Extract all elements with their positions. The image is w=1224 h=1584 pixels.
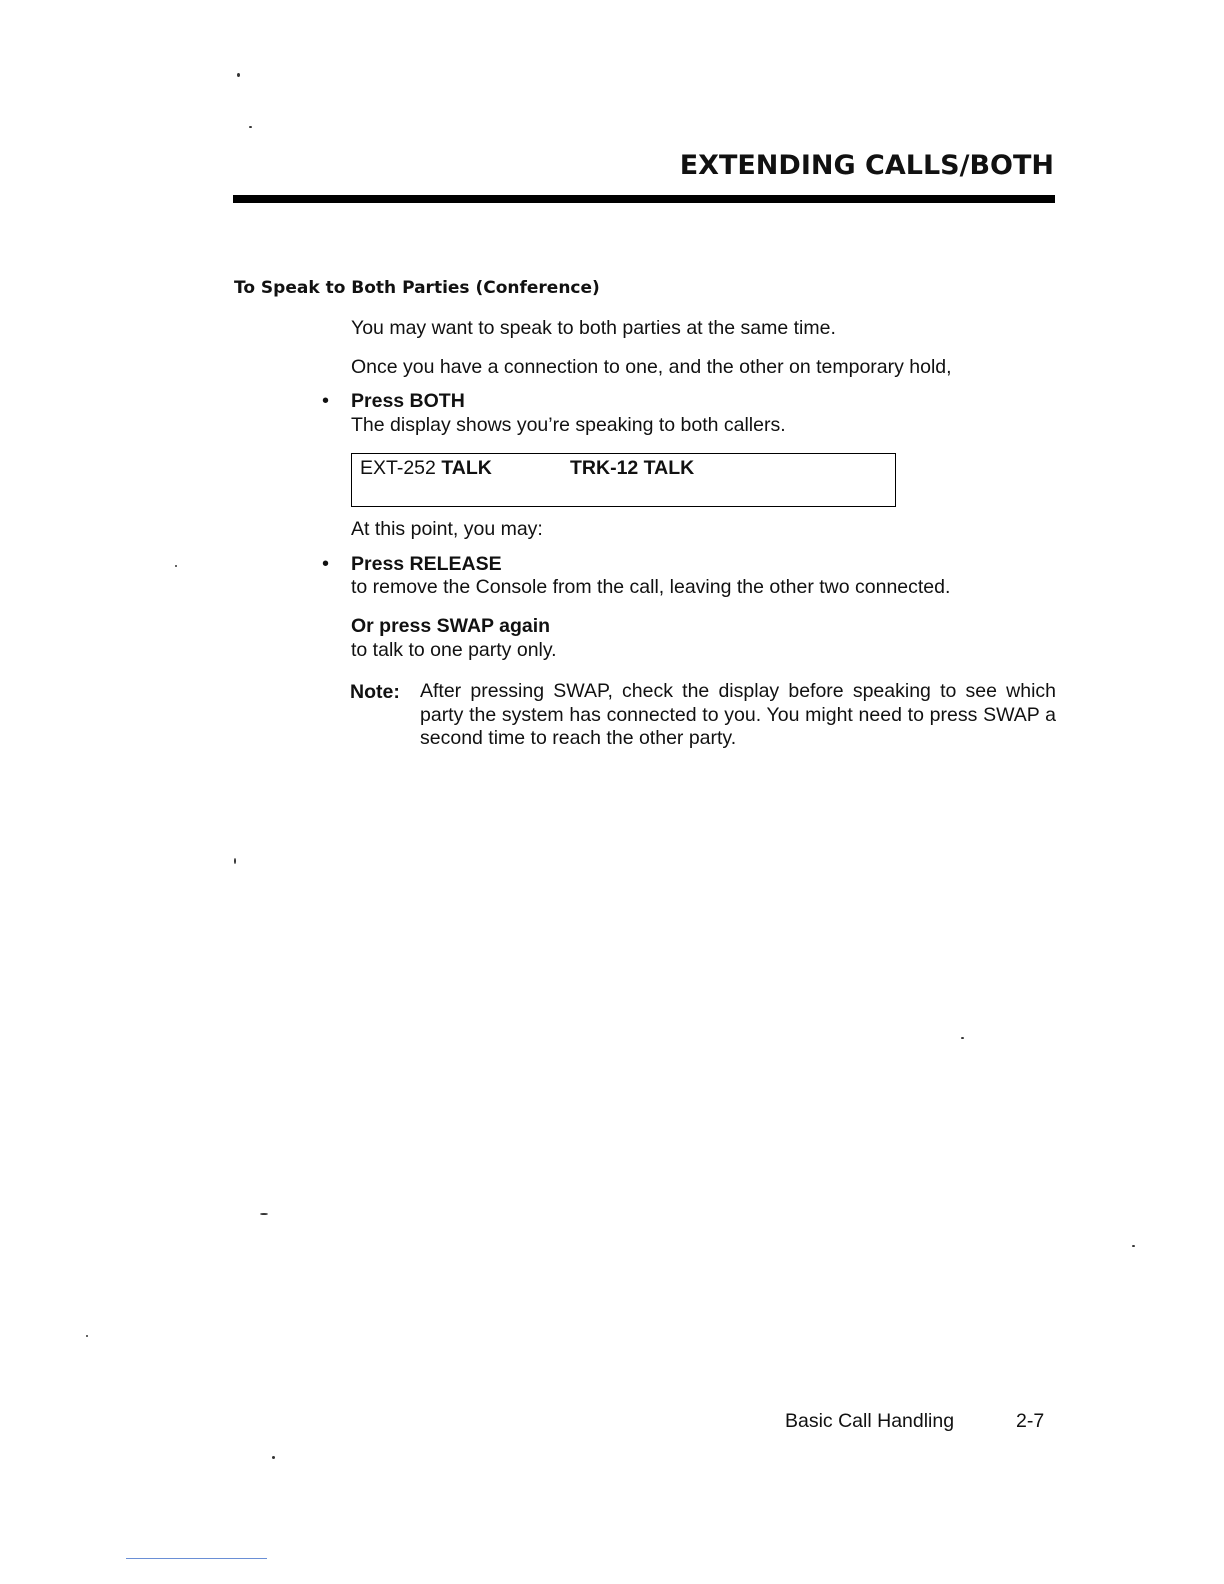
scan-speck <box>272 1456 275 1459</box>
display-extension <box>360 456 492 480</box>
intro-paragraph-2: Once you have a connection to one, and the other on temporary hold, <box>351 356 952 378</box>
section-heading: To Speak to Both Parties (Conference) <box>234 278 600 298</box>
step-press-release-label: Press RELEASE <box>351 553 502 575</box>
scan-speck <box>234 858 236 864</box>
page-title: EXTENDING CALLS/BOTH <box>679 150 1054 181</box>
step-press-swap-label: Or press SWAP again <box>351 615 551 637</box>
scan-speck <box>86 1335 88 1337</box>
step-press-release-description: to remove the Console from the call, leaving the other two connected. <box>351 576 951 598</box>
note-label: Note: <box>350 681 400 703</box>
step-press-both-description: The display shows you’re speaking to both callers. <box>351 414 786 436</box>
step-press-swap-description: to talk to one party only. <box>351 639 557 661</box>
display-ext-id: EXT-252 <box>360 457 436 479</box>
scan-edge-line <box>126 1558 267 1559</box>
note-text: After pressing SWAP, check the display before speaking to see which party the system has connected to you. You might need to press SWAP a second time to reach the other party. <box>420 680 1056 749</box>
scan-speck <box>961 1037 964 1039</box>
scan-speck <box>260 1213 268 1215</box>
console-display-box <box>351 453 896 507</box>
intro-paragraph-1: You may want to speak to both parties at the same time. <box>351 317 836 339</box>
footer-section-name: Basic Call Handling <box>785 1410 955 1432</box>
bullet-icon: • <box>322 553 330 575</box>
display-ext-status: TALK <box>441 457 492 479</box>
footer-page-number: 2-7 <box>1016 1410 1045 1432</box>
scan-speck <box>249 126 252 128</box>
scan-speck <box>237 73 240 77</box>
after-display-text: At this point, you may: <box>351 518 543 540</box>
bullet-icon: • <box>322 390 330 412</box>
step-press-both-label: Press BOTH <box>351 390 465 412</box>
scan-speck <box>175 565 177 567</box>
scan-speck <box>1132 1245 1135 1247</box>
display-trunk: TRK-12 TALK <box>570 457 695 479</box>
title-rule <box>233 195 1055 203</box>
